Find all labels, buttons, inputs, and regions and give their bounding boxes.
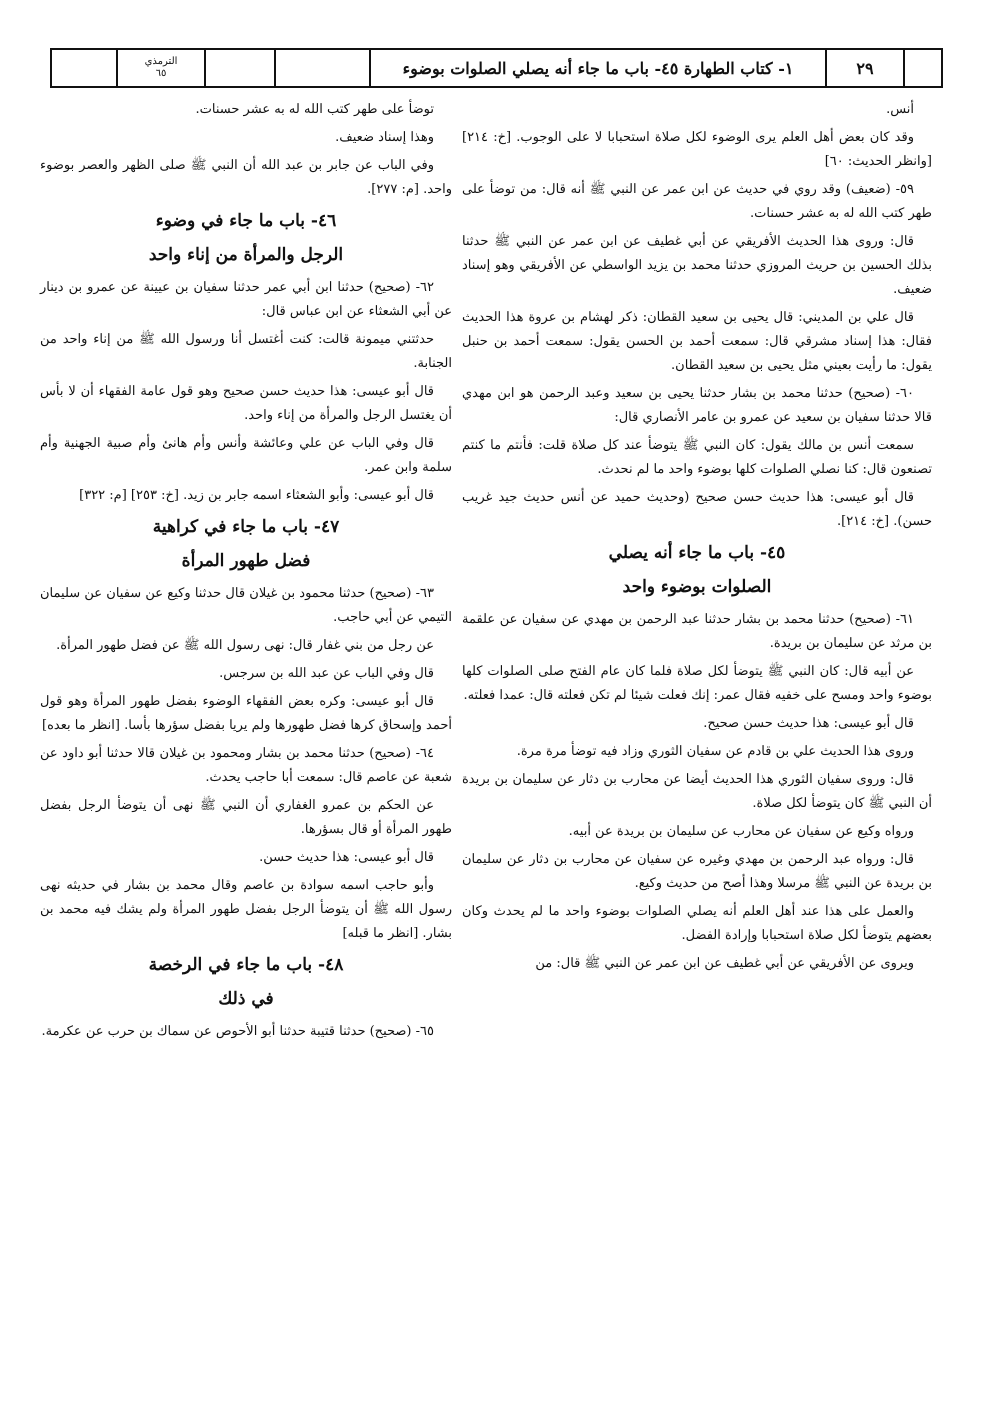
paragraph: وهذا إسناد ضعيف. (335, 130, 434, 145)
paragraph: ورواه وكيع عن سفيان عن محارب عن سليمان بن بريدة عن أبيه. (568, 824, 914, 839)
chapter-title: ١- كتاب الطهارة ٤٥- باب ما جاء أنه يصلي الصلوات بوضوء (369, 50, 825, 86)
paragraph: قال: وروى سفيان الثوري هذا الحديث أيضا عن محارب بن دثار عن سليمان بن بريدة أن النبي ﷺ كان يتوضأ لكل صلاة. (462, 772, 932, 811)
section-heading: في ذلك (218, 989, 274, 1009)
paragraph: حدثتني ميمونة قالت: كنت أغتسل أنا ورسول الله ﷺ من إناء واحد من الجنابة. (40, 332, 452, 371)
section-heading: ٤٦- باب ما جاء في وضوء (155, 211, 337, 231)
header-empty-cell-1 (274, 50, 369, 86)
paragraph: ٦٣- (صحيح) حدثنا محمود بن غيلان قال حدثنا وكيع عن سفيان عن سليمان التيمي عن أبي حاجب. (40, 586, 452, 625)
header-blank-cell (903, 50, 941, 86)
paragraph: قال وفي الباب عن عبد الله بن سرجس. (219, 666, 434, 681)
paragraph: قال: وروى هذا الحديث الأفريقي عن أبي غطيف عن ابن عمر عن النبي ﷺ حدثنا بذلك الحسين بن حريث المروزي حدثنا محمد بن يزيد الواسطي عن الأفريقي وهو إسناد ضعيف. (462, 234, 932, 297)
paragraph: قال علي بن المديني: قال يحيى بن سعيد القطان: ذكر لهشام بن عروة هذا الحديث فقال: هذا إسناد مشرقي قال: سمعت أحمد بن الحسن يقول: سمعت أحمد بن حنبل يقول: ما رأيت بعيني مثل يحيى بن سعيد القطان. (462, 310, 932, 373)
paragraph: ٦٠- (صحيح) حدثنا محمد بن بشار حدثنا يحيى بن سعيد وعبد الرحمن هو ابن مهدي قالا حدثنا سفيان بن سعيد عن عمرو بن عامر الأنصاري قال: (462, 386, 932, 425)
paragraph: والعمل على هذا عند أهل العلم أنه يصلي الصلوات بوضوء واحد ما لم يحدث وكان بعضهم يتوضأ لكل صلاة استحبابا وإرادة الفضل. (462, 904, 932, 943)
paragraph: قال أبو عيسى: وكره بعض الفقهاء الوضوء بفضل طهور المرأة وهو قول أحمد وإسحاق كرها فضل طهورها ولم يريا بفضل سؤرها بأسا. [انظر ما بعده] (40, 694, 452, 733)
paragraph: وأبو حاجب اسمه سوادة بن عاصم وقال محمد بن بشار في حديثه نهى رسول الله ﷺ أن يتوضأ الرجل بفضل طهور المرأة ولم يشك فيه محمد بن بشار. [انظر ما قبله] (40, 878, 452, 941)
paragraph: ٦٥- (صحيح) حدثنا قتيبة حدثنا أبو الأحوص عن سماك بن حرب عن عكرمة. (41, 1024, 434, 1039)
right-text-column (462, 98, 932, 980)
header-end-cell (52, 50, 116, 86)
section-heading: ٤٨- باب ما جاء في الرخصة (148, 955, 344, 975)
section-heading: ٤٥- باب ما جاء أنه يصلي (608, 543, 786, 563)
paragraph: قال أبو عيسى: هذا حديث حسن. (259, 850, 434, 865)
paragraph: عن رجل من بني غفار قال: نهى رسول الله ﷺ عن فضل طهور المرأة. (56, 638, 434, 653)
paragraph: توضأ على طهر كتب الله له به عشر حسنات. (195, 102, 434, 117)
paragraph: ٦٤- (صحيح) حدثنا محمد بن بشار ومحمود بن غيلان قالا حدثنا أبو داود عن شعبة عن عاصم قال: سمعت أبا حاجب يحدث. (40, 746, 452, 785)
paragraph: ٥٩- (ضعيف) وقد روي في حديث عن ابن عمر عن النبي ﷺ أنه قال: من توضأ على طهر كتب الله له به عشر حسنات. (462, 182, 932, 221)
paragraph: قال وفي الباب عن علي وعائشة وأنس وأم هانئ وأم صبية الجهنية وأم سلمة وابن عمر. (40, 436, 452, 475)
paragraph: قال: ورواه عبد الرحمن بن مهدي وغيره عن سفيان عن محارب بن دثار عن سليمان بن بريدة عن النبي ﷺ مرسلا وهذا أصح من حديث وكيع. (462, 852, 932, 891)
section-heading: فضل طهور المرأة (181, 551, 311, 571)
section-heading: ٤٧- باب ما جاء في كراهية (152, 517, 340, 537)
paragraph: عن الحكم بن عمرو الغفاري أن النبي ﷺ نهى أن يتوضأ الرجل بفضل طهور المرأة أو قال بسؤرها. (40, 798, 452, 837)
paragraph: ٦٢- (صحيح) حدثنا ابن أبي عمر حدثنا سفيان بن عيينة عن عمرو بن دينار عن أبي الشعثاء عن ابن عباس قال: (40, 280, 452, 319)
book-name: الترمذي (144, 56, 178, 67)
paragraph: قال أبو عيسى: هذا حديث حسن صحيح. (703, 716, 914, 731)
left-text-column (40, 98, 452, 1048)
paragraph: ويروى عن الأفريقي عن أبي غطيف عن ابن عمر عن النبي ﷺ قال: من (535, 956, 914, 971)
section-heading: الصلوات بوضوء واحد (622, 577, 772, 597)
paragraph: أنس. (886, 102, 914, 117)
paragraph: عن أبيه قال: كان النبي ﷺ يتوضأ لكل صلاة فلما كان عام الفتح صلى الصلوات كلها بوضوء واحد ومسح على خفيه فقال عمر: إنك فعلت شيئا لم تكن فعلته قال: عمدا فعلته. (462, 664, 932, 703)
paragraph: ٦١- (صحيح) حدثنا محمد بن بشار حدثنا عبد الرحمن بن مهدي عن سفيان عن علقمة بن مرثد عن سليمان بن بريدة. (462, 612, 932, 651)
paragraph: وفي الباب عن جابر بن عبد الله أن النبي ﷺ صلى الظهر والعصر بوضوء واحد. [م: ٢٧٧]. (40, 158, 452, 197)
paragraph: وقد كان بعض أهل العلم يرى الوضوء لكل صلاة استحبابا لا على الوجوب. [خ: ٢١٤] [وانظر الحديث: ٦٠] (462, 130, 932, 169)
page-header (50, 48, 943, 88)
book-volume: ٦٥ (155, 68, 167, 79)
page-number: ٢٩ (825, 50, 903, 86)
paragraph: قال أبو عيسى: هذا حديث حسن صحيح وهو قول عامة الفقهاء أن لا بأس أن يغتسل الرجل والمرأة من إناء واحد. (40, 384, 452, 423)
paragraph: وروى هذا الحديث علي بن قادم عن سفيان الثوري وزاد فيه توضأ مرة مرة. (516, 744, 914, 759)
paragraph: قال أبو عيسى: وأبو الشعثاء اسمه جابر بن زيد. [خ: ٢٥٣] [م: ٣٢٢] (79, 488, 434, 503)
section-heading: الرجل والمرأة من إناء واحد (148, 245, 344, 265)
book-label (116, 50, 204, 86)
paragraph: قال أبو عيسى: هذا حديث حسن صحيح (وحديث حميد عن أنس حديث جيد غريب حسن). [خ: ٢١٤]. (462, 490, 932, 529)
paragraph: سمعت أنس بن مالك يقول: كان النبي ﷺ يتوضأ عند كل صلاة قلت: فأنتم ما كنتم تصنعون قال: كنا نصلي الصلوات كلها بوضوء واحد ما لم نحدث. (462, 438, 932, 477)
header-empty-cell-2 (204, 50, 274, 86)
